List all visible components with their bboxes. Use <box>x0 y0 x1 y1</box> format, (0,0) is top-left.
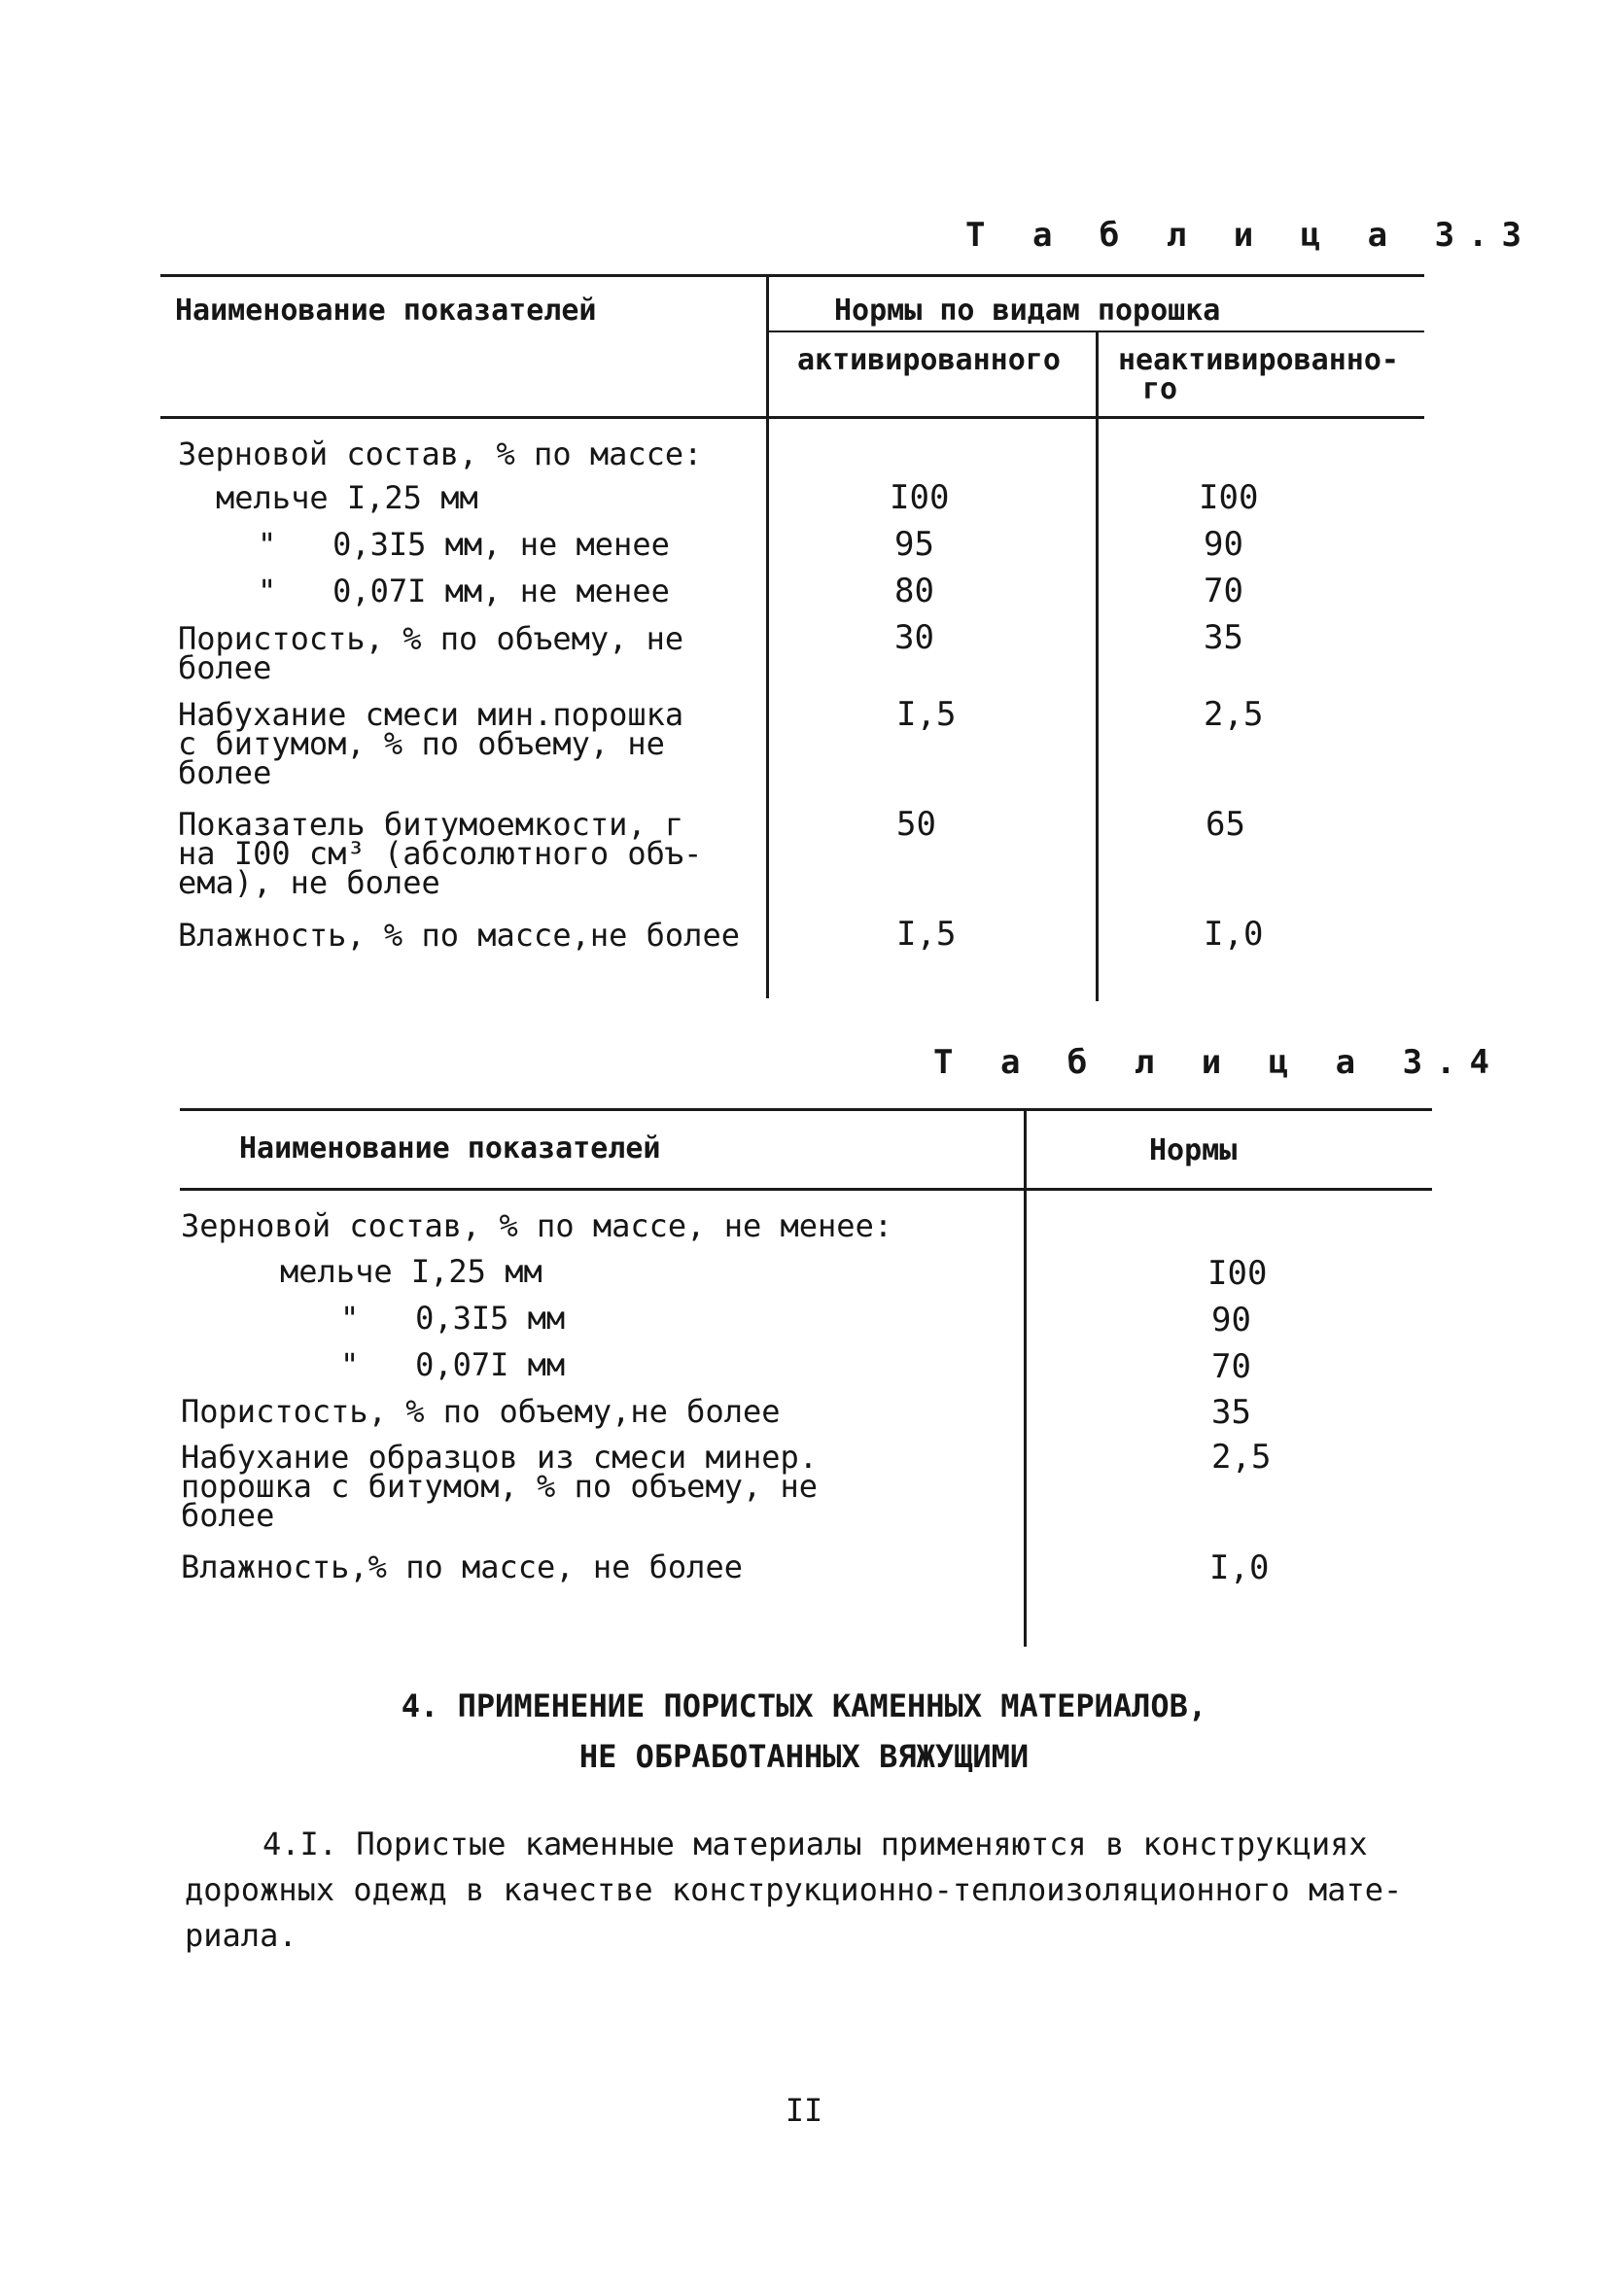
table-3-3-divider-2 <box>1096 330 1099 1001</box>
table-3-3-header-rule <box>160 416 1424 419</box>
table-3-3-cell-inactive: 35 <box>1204 618 1243 657</box>
section-4-paragraph <box>185 1822 1468 1959</box>
table-3-4-divider <box>1024 1110 1027 1647</box>
table-3-3-cell-active: 50 <box>896 805 936 844</box>
table-3-3-row-label: Влажность, % по массе,не более <box>178 917 740 954</box>
table-3-4-caption: Т а б л и ц а 3.4 <box>933 1043 1503 1082</box>
table-3-4-row-label: " 0,3I5 мм <box>340 1300 566 1337</box>
table-3-4-cell-value: 35 <box>1211 1393 1251 1432</box>
table-3-3-row-label: более <box>178 754 272 791</box>
table-3-3-cell-inactive: 70 <box>1204 572 1243 610</box>
table-3-3-cell-inactive: 65 <box>1206 805 1245 844</box>
table-3-4-cell-value: 2,5 <box>1211 1438 1272 1477</box>
table-3-4-row-label: Влажность,% по массе, не более <box>181 1548 743 1585</box>
table-3-3-row-label: " 0,07I мм, не менее <box>258 573 670 609</box>
section-4-heading-line-1: 4. ПРИМЕНЕНИЕ ПОРИСТЫХ КАМЕННЫХ МАТЕРИАЛОВ, <box>401 1687 1207 1724</box>
page-number: II <box>785 2092 823 2129</box>
paragraph-line: дорожных одежд в качестве конструкционно-теплоизоляционного мате- <box>185 1871 1403 1908</box>
table-3-3-cell-inactive: 2,5 <box>1204 695 1264 734</box>
table-3-4-top-rule <box>180 1108 1432 1111</box>
table-3-3-header-norms: Нормы по видам порошка <box>834 294 1221 328</box>
section-4-heading-line-2: НЕ ОБРАБОТАННЫХ ВЯЖУЩИМИ <box>578 1738 1030 1775</box>
table-3-3-row-label: Зерновой состав, % по массе: <box>178 435 703 472</box>
table-3-4-row-label: мельче I,25 мм <box>280 1253 542 1290</box>
table-3-3-row-label: " 0,3I5 мм, не менее <box>258 526 670 563</box>
paragraph-line: 4.I. Пористые каменные материалы применяются в конструкциях <box>262 1826 1368 1862</box>
table-3-3-header-inactive-2: го <box>1142 372 1178 406</box>
table-3-4-row-label: " 0,07I мм <box>340 1346 566 1383</box>
table-3-3-cell-active: 30 <box>894 618 934 657</box>
table-3-4-row-label: Зерновой состав, % по массе, не менее: <box>181 1207 893 1244</box>
table-3-4-row-label: порошка с битумом, % по объему, не <box>181 1468 819 1505</box>
table-3-3-cell-inactive: I00 <box>1199 478 1259 517</box>
table-3-4-cell-value: I00 <box>1207 1254 1268 1293</box>
table-3-3-row-label: более <box>178 649 272 686</box>
table-3-4-cell-value: 70 <box>1211 1347 1251 1386</box>
table-3-3-row-label: ема), не более <box>178 864 440 901</box>
table-3-3-row-label: Пористость, % по объему, не <box>178 620 684 657</box>
table-3-3-cell-active: 80 <box>894 572 934 610</box>
table-3-3-top-rule <box>160 274 1424 277</box>
table-3-3-cell-active: 95 <box>894 525 934 564</box>
table-3-3-row-label: мельче I,25 мм <box>216 479 478 516</box>
table-3-3-row-label: Показатель битумоемкости, г <box>178 806 684 843</box>
table-3-4-header-name: Наименование показателей <box>239 1131 661 1165</box>
table-3-4-row-label: Набухание образцов из смеси минер. <box>181 1439 819 1476</box>
table-3-4-header-norms: Нормы <box>1149 1133 1238 1167</box>
table-3-4-header-rule <box>180 1188 1432 1191</box>
table-3-3-row-label: с битумом, % по объему, не <box>178 725 665 762</box>
paragraph-line: риала. <box>185 1917 297 1954</box>
table-3-3-divider-1 <box>766 274 769 998</box>
table-3-3-header-active: активированного <box>797 343 1061 377</box>
table-3-4-cell-value: 90 <box>1211 1301 1251 1339</box>
table-3-3-cell-active: I,5 <box>896 915 957 954</box>
table-3-3-caption: Т а б л и ц а 3.3 <box>965 216 1535 255</box>
table-3-3-row-label: на I00 см³ (абсолютного объ- <box>178 835 703 872</box>
table-3-3-header-name: Наименование показателей <box>175 294 597 328</box>
table-3-4-cell-value: I,0 <box>1209 1548 1270 1587</box>
table-3-3-header-inactive-1: неактивированно- <box>1118 343 1399 377</box>
table-3-3-row-label: Набухание смеси мин.порошка <box>178 696 684 733</box>
table-3-3-cell-active: I,5 <box>896 695 957 734</box>
table-3-3-cell-inactive: I,0 <box>1204 915 1264 954</box>
table-3-4-row-label: более <box>181 1497 275 1534</box>
table-3-3-cell-active: I00 <box>890 478 950 517</box>
table-3-4-row-label: Пористость, % по объему,не более <box>181 1393 781 1430</box>
table-3-3-cell-inactive: 90 <box>1204 525 1243 564</box>
